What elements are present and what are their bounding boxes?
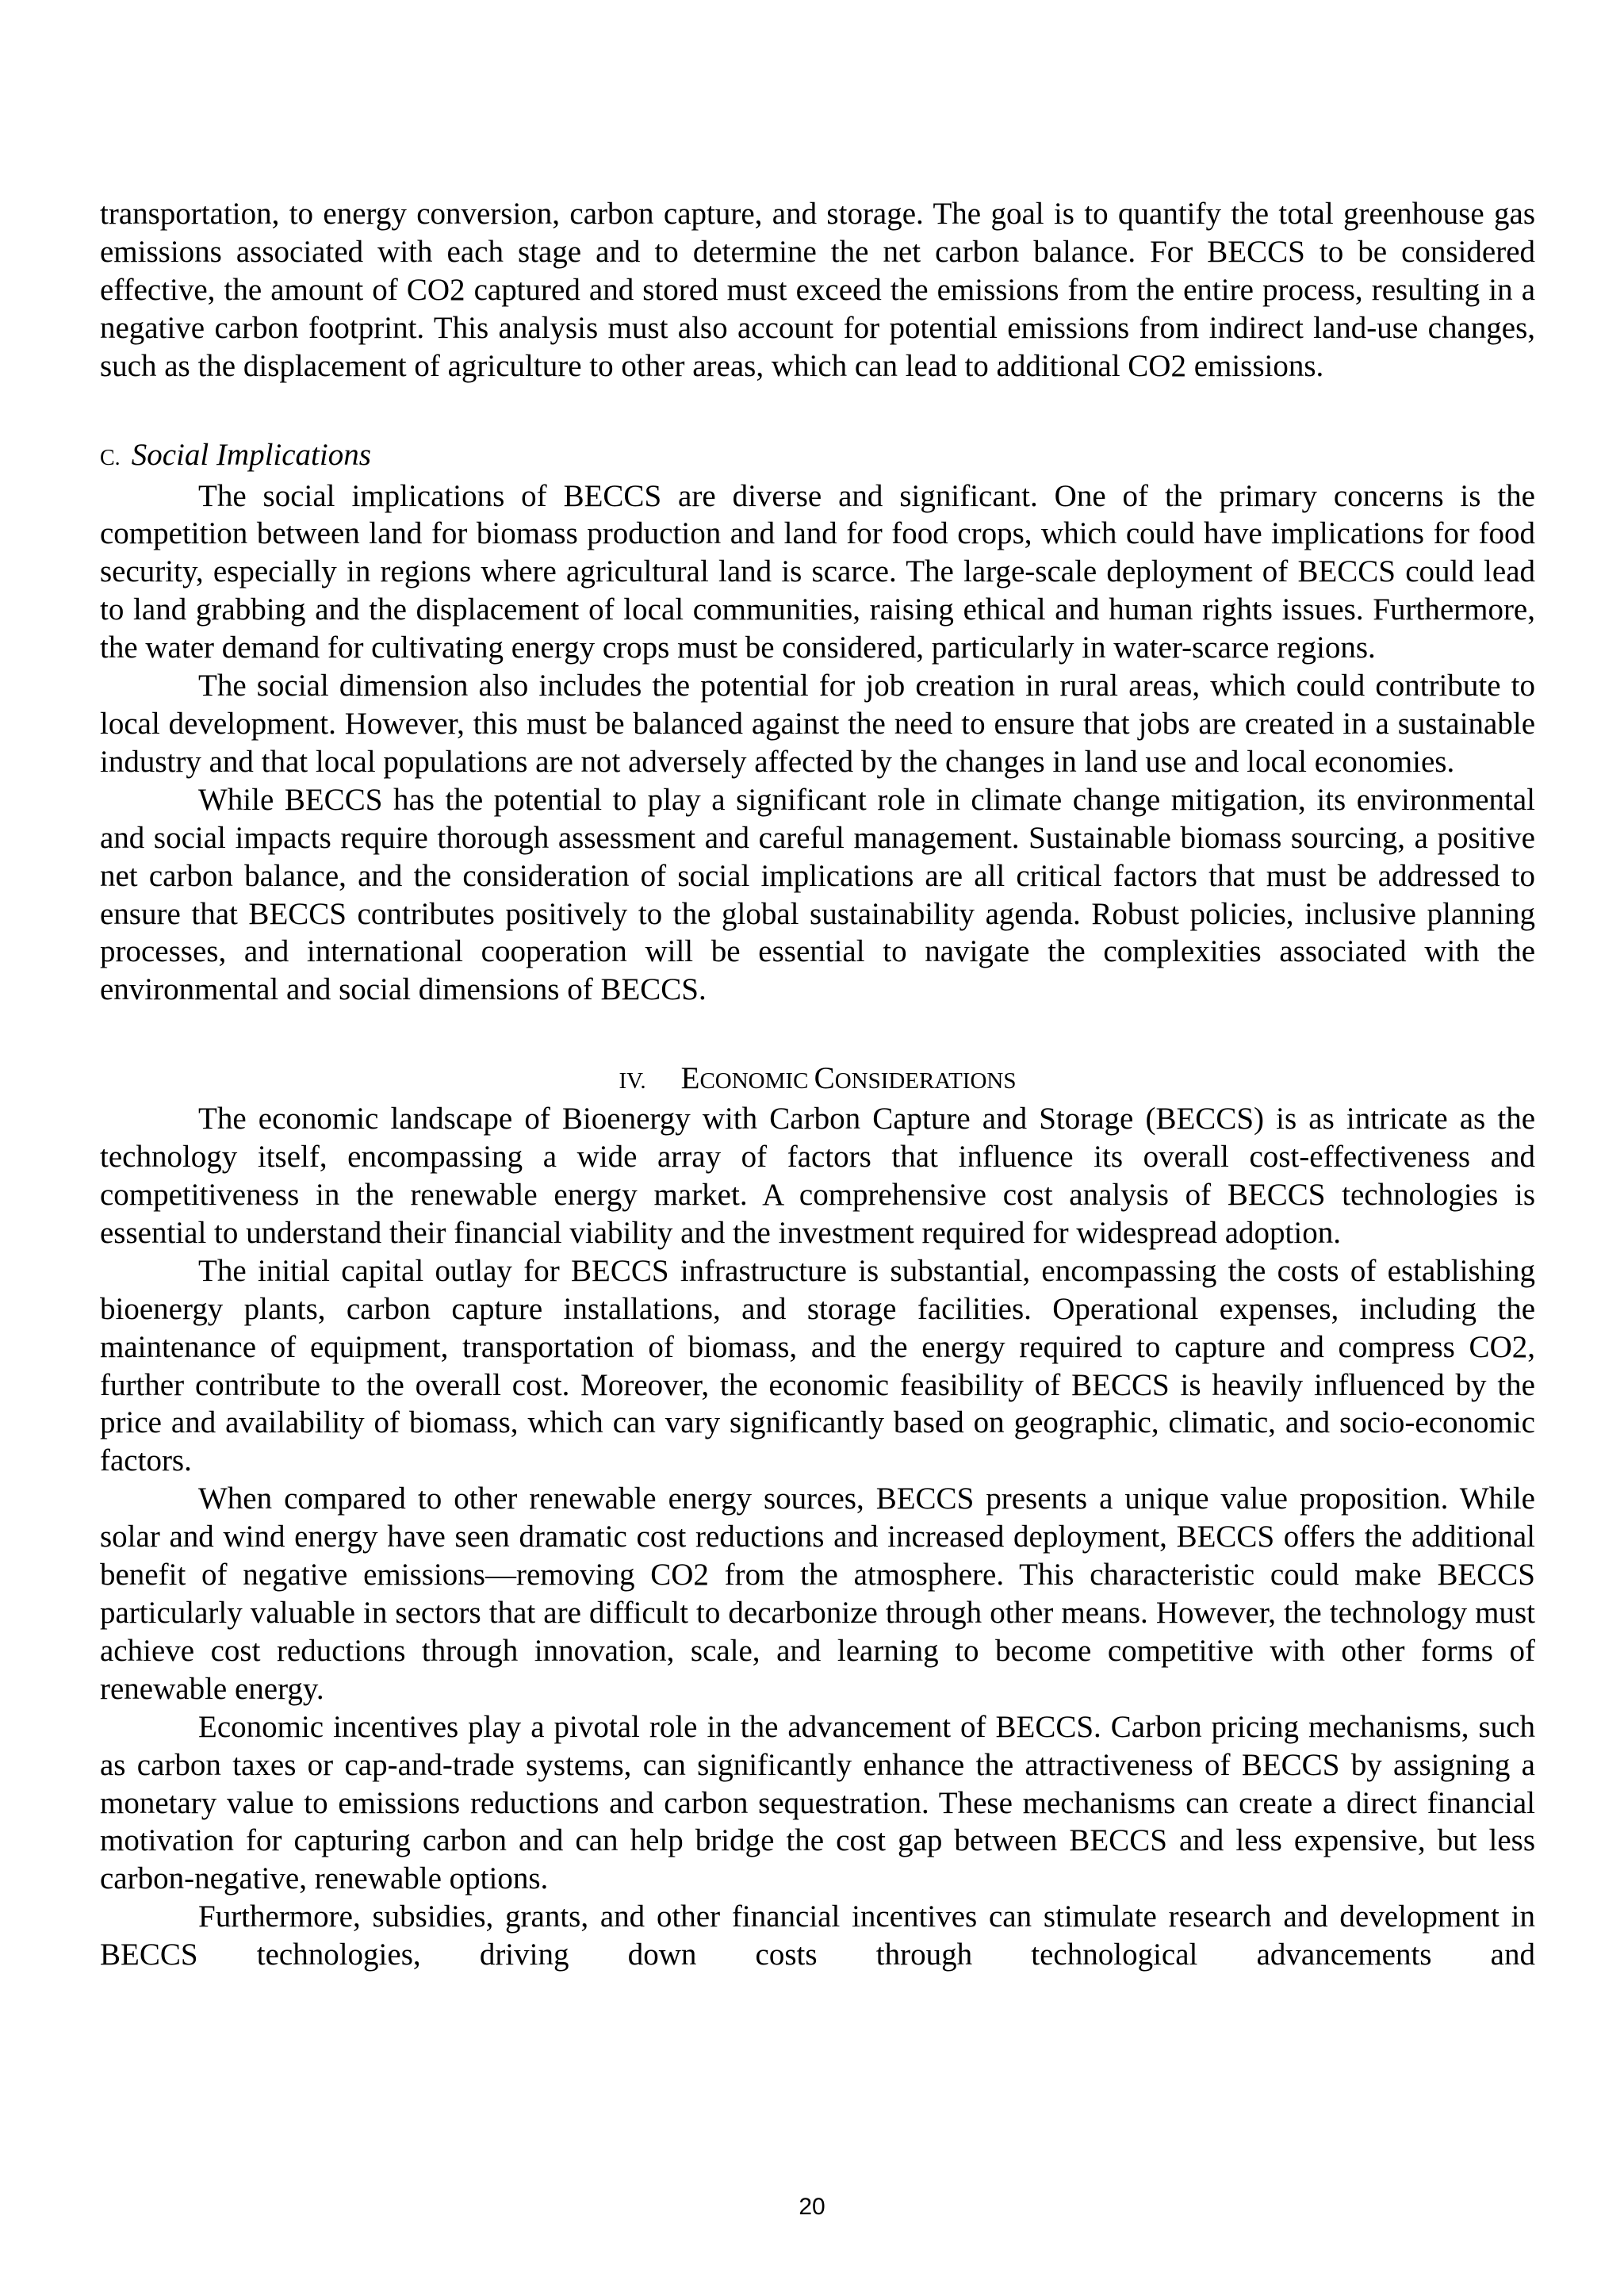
subsection-heading-social-implications xyxy=(100,436,1535,477)
economic-paragraph-5: Furthermore, subsidies, grants, and other financial incentives can stimulate research and development in BECCS technologies, driving down costs through technological advancements and xyxy=(100,1899,1535,1972)
section-number: IV. xyxy=(619,1068,646,1094)
section-title-cap-2: C xyxy=(814,1061,835,1096)
section-title-rest-2: ONSIDERATIONS xyxy=(834,1068,1017,1094)
carryover-paragraph: transportation, to energy conversion, carbon capture, and storage. The goal is to quantify the total greenhouse gas emissions associated with each stage and to determine the net carbon balance. For BECCS to be considered effective, the amount of CO2 captured and stored must exceed the emissions from the entire process, resulting in a negative carbon footprint. This analysis must also account for potential emissions from indirect land-use changes, such as the displacement of agriculture to other areas, which can lead to additional CO2 emissions. xyxy=(100,197,1535,383)
section-title-cap-1: E xyxy=(680,1061,700,1096)
social-paragraph-3: While BECCS has the potential to play a significant role in climate change mitigation, its environmental and social impacts require thorough assessment and careful management. Sustainable biomass sourcing, a positive net carbon balance, and the consideration of social implications are all critical factors that must be addressed to ensure that BECCS contributes positively to the global sustainability agenda. Robust policies, inclusive planning processes, and international cooperation will be essential to navigate the complexities associated with the environmental and social dimensions of BECCS. xyxy=(100,782,1535,1007)
section-heading-economic-considerations xyxy=(100,1060,1535,1100)
economic-paragraph-4: Economic incentives play a pivotal role in the advancement of BECCS. Carbon pricing mechanisms, such as carbon taxes or cap-and-trade systems, can significantly enhance the attractiveness of BECCS by assigning a monetary value to emissions reductions and carbon sequestration. These mechanisms can create a direct financial motivation for capturing carbon and can help bridge the cost gap between BECCS and less expensive, but less carbon-negative, renewable options. xyxy=(100,1709,1535,1896)
page-number: 20 xyxy=(799,2194,825,2220)
social-paragraph-2: The social dimension also includes the potential for job creation in rural areas, which could contribute to local development. However, this must be balanced against the need to ensure that jobs are created in a sustainable industry and that local populations are not adversely affected by the changes in land use and local economies. xyxy=(100,669,1535,779)
economic-paragraph-2: The initial capital outlay for BECCS infrastructure is substantial, encompassing the costs of establishing bioenergy plants, carbon capture installations, and storage facilities. Operational expenses, including the maintenance of equipment, transportation of biomass, and the energy required to capture and compress CO2, further contribute to the overall cost. Moreover, the economic feasibility of BECCS is heavily influenced by the price and availability of biomass, which can vary significantly based on geographic, climatic, and socio-economic factors. xyxy=(100,1253,1535,1478)
page-body xyxy=(100,195,1535,1974)
economic-paragraph-1: The economic landscape of Bioenergy with Carbon Capture and Storage (BECCS) is as intricate as the technology itself, encompassing a wide array of factors that influence its overall cost-effectiveness and competitiveness in the renewable energy market. A comprehensive cost analysis of BECCS technologies is essential to understand their financial viability and the investment required for widespread adoption. xyxy=(100,1102,1535,1250)
subsection-title: Social Implications xyxy=(131,437,371,472)
economic-paragraph-3: When compared to other renewable energy sources, BECCS presents a unique value proposition. While solar and wind energy have seen dramatic cost reductions and increased deployment, BECCS offers the additional benefit of negative emissions—removing CO2 from the atmosphere. This characteristic could make BECCS particularly valuable in sectors that are difficult to decarbonize through other means. However, the technology must achieve cost reductions through innovation, scale, and learning to become competitive with other forms of renewable energy. xyxy=(100,1481,1535,1706)
section-title-rest-1: CONOMIC xyxy=(699,1068,814,1094)
subsection-letter: C. xyxy=(100,445,121,470)
social-paragraph-1: The social implications of BECCS are diverse and significant. One of the primary concerns is the competition between land for biomass production and land for food crops, which could have implications for food security, especially in regions where agricultural land is scarce. The large-scale deployment of BECCS could lead to land grabbing and the displacement of local communities, raising ethical and human rights issues. Furthermore, the water demand for cultivating energy crops must be considered, particularly in water-scarce regions. xyxy=(100,478,1535,665)
